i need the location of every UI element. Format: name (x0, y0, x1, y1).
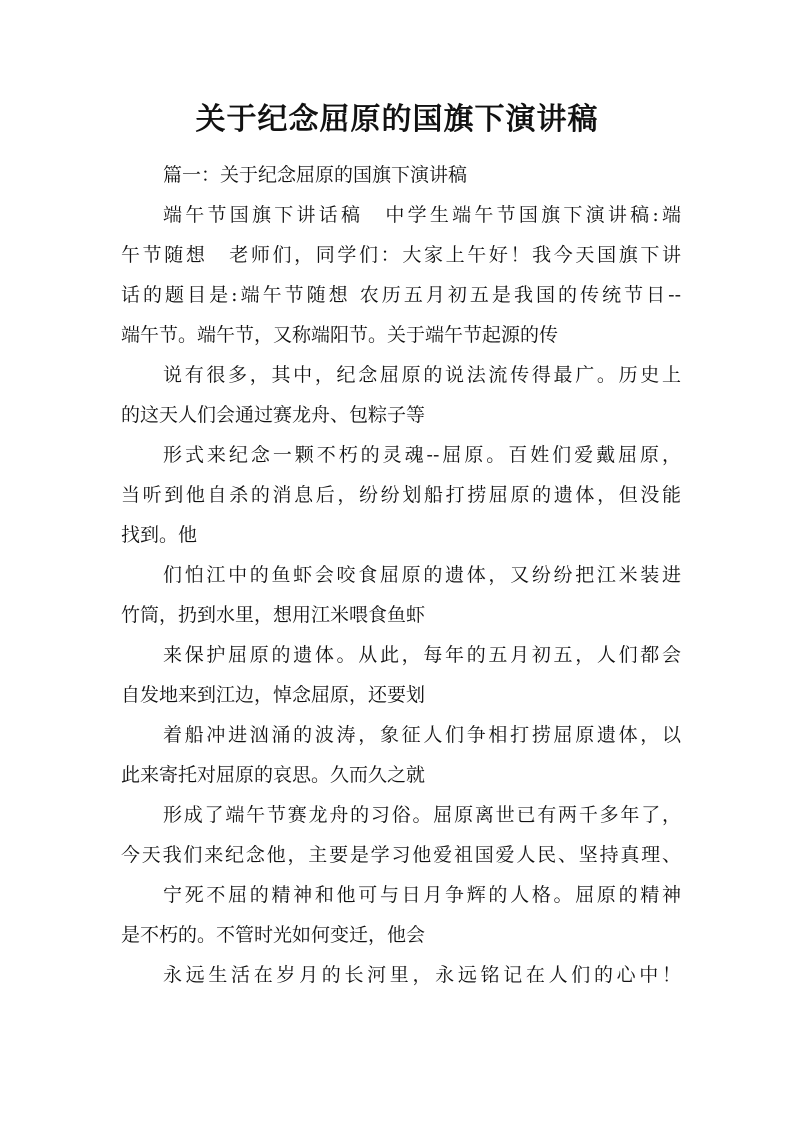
text-line: 竹筒，扔到水里，想用江米喂食鱼虾 (121, 604, 426, 626)
text-line: 自发地来到江边，悼念屈原，还要划 (121, 684, 426, 706)
text-line: 篇一：关于纪念屈原的国旗下演讲稿 (163, 164, 468, 186)
text-line: 端午节。端午节，又称端阳节。关于端午节起源的传 (121, 324, 559, 346)
document-body (121, 155, 681, 995)
text-line: 当听到他自杀的消息后，纷纷划船打捞屈原的遗体，但没能 (121, 484, 681, 506)
text-line: 形式来纪念一颗不朽的灵魂--屈原。百姓们爱戴屈原， (163, 444, 681, 466)
text-line: 此来寄托对屈原的哀思。久而久之就 (121, 764, 426, 786)
text-line: 宁死不屈的精神和他可与日月争辉的人格。屈原的精神 (163, 884, 681, 906)
text-line: 说有很多，其中，纪念屈原的说法流传得最广。历史上 (163, 364, 681, 386)
text-line: 今天我们来纪念他，主要是学习他爱祖国爱人民、坚持真理、 (121, 844, 681, 866)
text-line: 永远生活在岁月的长河里，永远铭记在人们的心中！ (163, 964, 681, 986)
text-line: 是不朽的。不管时光如何变迁，他会 (121, 924, 426, 946)
document-title: 关于纪念屈原的国旗下演讲稿 (195, 102, 599, 137)
text-line: 来保护屈原的遗体。从此，每年的五月初五，人们都会 (163, 644, 681, 666)
text-line: 话的题目是:端午节随想 农历五月初五是我国的传统节日-- (121, 284, 681, 306)
text-line: 们怕江中的鱼虾会咬食屈原的遗体，又纷纷把江米装进 (163, 564, 681, 586)
text-line: 的这天人们会通过赛龙舟、包粽子等 (121, 404, 426, 426)
text-line: 找到。他 (121, 524, 198, 546)
text-line: 形成了端午节赛龙舟的习俗。屈原离世已有两千多年了， (163, 804, 681, 826)
text-line: 午节随想 老师们，同学们：大家上午好！我今天国旗下讲 (121, 244, 681, 266)
text-line: 端午节国旗下讲话稿 中学生端午节国旗下演讲稿:端 (163, 204, 681, 226)
text-line: 着船冲进汹涌的波涛，象征人们争相打捞屈原遗体，以 (163, 724, 681, 746)
